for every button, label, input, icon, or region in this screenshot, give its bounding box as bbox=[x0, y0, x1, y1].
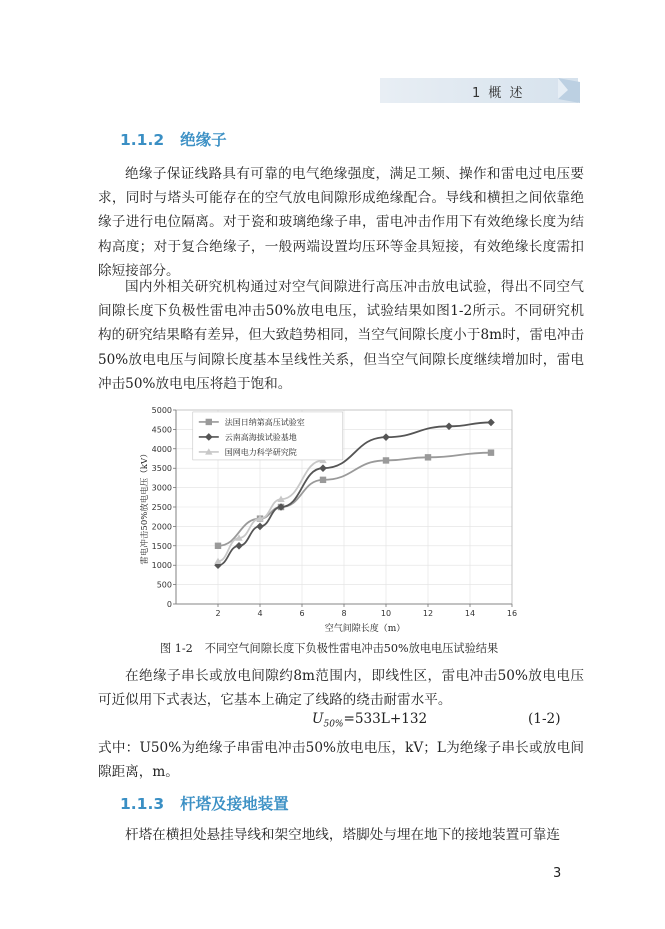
y-tick-label: 1500 bbox=[151, 541, 172, 551]
data-point-square bbox=[488, 449, 494, 455]
y-tick-label: 2500 bbox=[151, 503, 172, 512]
formula-subscript: 50% bbox=[323, 719, 344, 730]
x-tick-label: 12 bbox=[422, 609, 434, 618]
figure-caption bbox=[160, 640, 498, 656]
formula-rhs: =533L+132 bbox=[343, 711, 428, 727]
equation-number: (1-2) bbox=[528, 711, 561, 727]
paragraph-text: 在绝缘子串长或放电间隙约8m范围内，即线性区，雷电冲击50%放电电压可近似用下式表达，它基本上确定了线路的绕击耐雷水平。 bbox=[98, 668, 584, 709]
y-tick-label: 4500 bbox=[151, 425, 172, 435]
x-tick-label: 16 bbox=[506, 609, 518, 618]
paragraph-linear-region bbox=[98, 664, 584, 712]
paragraph-tower bbox=[98, 823, 584, 847]
data-point-square bbox=[320, 477, 326, 483]
data-point-diamond bbox=[319, 464, 327, 472]
paragraph-where bbox=[98, 736, 584, 784]
data-point-diamond bbox=[235, 542, 243, 550]
chart-legend bbox=[193, 412, 343, 460]
data-point-square bbox=[206, 419, 212, 425]
series-line bbox=[218, 453, 491, 546]
section-title: 绝缘子 bbox=[180, 131, 227, 149]
y-axis-label: 雷电冲击50%放电电压（kV） bbox=[140, 449, 150, 565]
paragraph-insulator bbox=[98, 162, 584, 283]
x-tick-label: 2 bbox=[215, 609, 221, 618]
y-tick-label: 5000 bbox=[151, 406, 172, 415]
page-number: 3 bbox=[553, 866, 562, 881]
section-title: 杆塔及接地装置 bbox=[180, 795, 289, 813]
x-tick-label: 10 bbox=[380, 609, 392, 618]
section-number: 1.1.2 bbox=[120, 131, 165, 149]
paragraph-text: 国内外相关研究机构通过对空气间隙进行高压冲击放电试验，得出不同空气间隙长度下负极性雷电冲击50%放电电压，试验结果如图1-2所示。不同研究机构的研究结果略有差异，但大致趋势相同，当空气间隙长度小于8m时，雷电冲击50%放电电压与间隙长度基本呈线性关系，但当空气间隙长度继续增加时，雷电冲击50%放电电压将趋于饱和。 bbox=[98, 279, 584, 392]
voltage-gap-chart bbox=[140, 398, 530, 638]
x-tick-label: 4 bbox=[257, 609, 263, 618]
data-point-diamond bbox=[487, 419, 495, 427]
data-point-square bbox=[383, 457, 389, 463]
y-tick-label: 3500 bbox=[151, 464, 172, 474]
figure-number: 图 1-2 bbox=[160, 642, 193, 655]
x-tick-label: 14 bbox=[464, 609, 476, 618]
x-tick-label: 6 bbox=[299, 609, 305, 618]
y-tick-label: 2000 bbox=[151, 522, 172, 532]
y-tick-label: 1000 bbox=[151, 561, 172, 571]
data-point-diamond bbox=[382, 433, 390, 441]
section-heading-1-1-2 bbox=[120, 128, 227, 150]
paragraph-text: 式中：U50%为绝缘子串雷电冲击50%放电电压，kV；L为绝缘子串长或放电间隙距离，m。 bbox=[98, 740, 584, 781]
paragraph-research bbox=[98, 275, 584, 396]
x-axis-label: 空气间隙长度（m） bbox=[324, 624, 406, 634]
formula-lhs: U bbox=[312, 711, 324, 727]
series-line bbox=[218, 460, 323, 561]
y-tick-label: 4000 bbox=[151, 444, 172, 454]
x-tick-label: 8 bbox=[341, 609, 347, 618]
data-point-square bbox=[425, 454, 431, 460]
legend-label: 法国日纳第高压试验室 bbox=[224, 417, 305, 427]
formula bbox=[312, 711, 427, 730]
paragraph-text: 绝缘子保证线路具有可靠的电气绝缘强度，满足工频、操作和雷电过电压要求，同时与塔头可能存在的空气放电间隙形成绝缘配合。导线和横担之间依靠绝缘子进行电位隔离。对于瓷和玻璃绝缘子串，雷电冲击作用下有效绝缘长度为结构高度；对于复合绝缘子，一般两端设置均压环等金具短接，有效绝缘长度需扣除短接部分。 bbox=[98, 166, 584, 279]
y-tick-label: 500 bbox=[156, 580, 172, 590]
data-point-diamond bbox=[256, 523, 264, 531]
y-tick-label: 0 bbox=[166, 600, 172, 609]
header-fold-icon bbox=[558, 78, 580, 103]
legend-label: 国网电力科学研究院 bbox=[224, 447, 297, 457]
running-header: 1 概 述 bbox=[472, 86, 525, 101]
paragraph-text: 杆塔在横担处悬挂导线和架空地线，塔脚处与埋在地下的接地装置可靠连 bbox=[125, 827, 560, 843]
section-number: 1.1.3 bbox=[120, 795, 165, 813]
y-tick-label: 3000 bbox=[151, 483, 172, 493]
legend-label: 云南高海拔试验基地 bbox=[224, 432, 297, 442]
section-heading-1-1-3 bbox=[120, 792, 289, 814]
figure-caption-text: 不同空气间隙长度下负极性雷电冲击50%放电电压试验结果 bbox=[204, 642, 499, 655]
data-point-diamond bbox=[445, 422, 453, 430]
data-point-square bbox=[215, 543, 221, 549]
